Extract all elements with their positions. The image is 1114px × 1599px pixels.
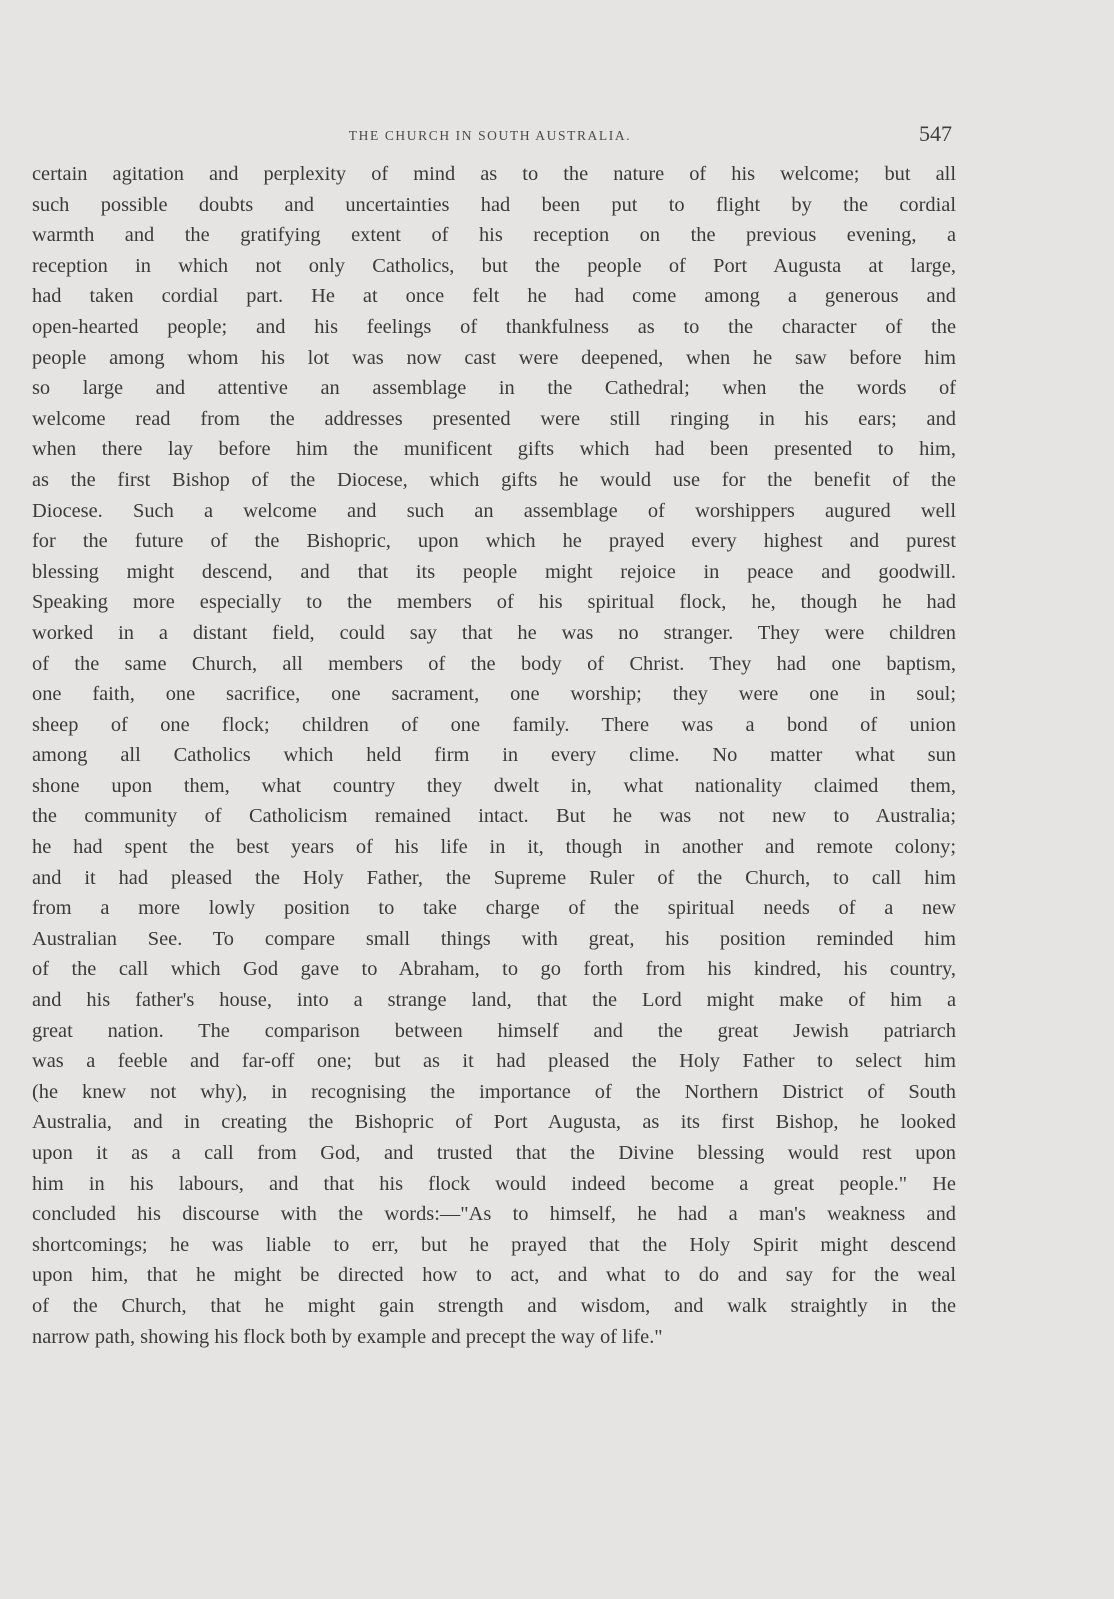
text-line: great nation. The comparison between himself and the great Jewish patriarch: [32, 1019, 956, 1042]
text-line: open-hearted people; and his feelings of thankfulness as to the character of the: [32, 315, 956, 338]
text-line: of the same Church, all members of the body of Christ. They had one baptism,: [32, 652, 956, 675]
text-line: he had spent the best years of his life in it, though in another and remote colony;: [32, 836, 956, 859]
text-line: and his father's house, into a strange land, that the Lord might make of him a: [32, 989, 956, 1012]
text-line: when there lay before him the munificent gifts which had been presented to him,: [32, 438, 956, 461]
text-line: of the Church, that he might gain strength and wisdom, and walk straightly in the: [32, 1294, 956, 1317]
text-line: shortcomings; he was liable to err, but he prayed that the Holy Spirit might descend: [32, 1233, 956, 1256]
text-line: Diocese. Such a welcome and such an assemblage of worshippers augured well: [32, 499, 956, 522]
text-line: upon him, that he might be directed how to act, and what to do and say for the weal: [32, 1264, 956, 1287]
text-line: among all Catholics which held firm in every clime. No matter what sun: [32, 744, 956, 767]
text-line: warmth and the gratifying extent of his reception on the previous evening, a: [32, 224, 956, 247]
text-line: from a more lowly position to take charge of the spiritual needs of a new: [32, 897, 956, 920]
text-line: certain agitation and perplexity of mind as to the nature of his welcome; but all: [32, 163, 956, 185]
running-head: THE CHURCH IN SOUTH AUSTRALIA.: [348, 128, 632, 143]
text-line: for the future of the Bishopric, upon which he prayed every highest and purest: [32, 530, 956, 553]
text-line: reception in which not only Catholics, but the people of Port Augusta at large,: [32, 254, 956, 277]
text-line: people among whom his lot was now cast were deepened, when he saw before him: [32, 346, 956, 369]
text-line: blessing might descend, and that its people might rejoice in peace and goodwill.: [32, 560, 956, 583]
text-line: Australian See. To compare small things with great, his position reminded him: [32, 927, 956, 950]
text-line: Australia, and in creating the Bishopric of Port Augusta, as its first Bishop, he looked: [32, 1111, 956, 1134]
text-line: Speaking more especially to the members of his spiritual flock, he, though he had: [32, 591, 956, 614]
text-line: had taken cordial part. He at once felt he had come among a generous and: [32, 285, 956, 308]
text-line: (he knew not why), in recognising the importance of the Northern District of South: [32, 1080, 956, 1103]
text-line: of the call which God gave to Abraham, to go forth from his kindred, his country,: [32, 958, 956, 981]
body-text: [32, 159, 956, 1352]
text-line: him in his labours, and that his flock would indeed become a great people." He: [32, 1172, 956, 1195]
text-line: sheep of one flock; children of one family. There was a bond of union: [32, 713, 956, 736]
text-line: concluded his discourse with the words:—"As to himself, he had a man's weakness and: [32, 1203, 956, 1226]
text-line: shone upon them, what country they dwelt in, what nationality claimed them,: [32, 774, 956, 797]
text-line: as the first Bishop of the Diocese, which gifts he would use for the benefit of the: [32, 468, 956, 491]
text-line: narrow path, showing his flock both by example and precept the way of life.": [32, 1325, 663, 1348]
text-line: upon it as a call from God, and trusted that the Divine blessing would rest upon: [32, 1142, 956, 1164]
page-number: 547: [919, 121, 952, 146]
text-line: was a feeble and far-off one; but as it had pleased the Holy Father to select him: [32, 1050, 956, 1073]
text-line: so large and attentive an assemblage in the Cathedral; when the words of: [32, 377, 956, 400]
text-line: and it had pleased the Holy Father, the Supreme Ruler of the Church, to call him: [32, 866, 956, 889]
text-line: one faith, one sacrifice, one sacrament, one worship; they were one in soul;: [32, 683, 956, 706]
text-line: worked in a distant field, could say that he was no stranger. They were children: [32, 621, 956, 644]
text-line: such possible doubts and uncertainties had been put to flight by the cordial: [32, 193, 956, 216]
text-line: the community of Catholicism remained intact. But he was not new to Australia;: [32, 805, 956, 828]
text-line: welcome read from the addresses presented were still ringing in his ears; and: [32, 407, 956, 430]
